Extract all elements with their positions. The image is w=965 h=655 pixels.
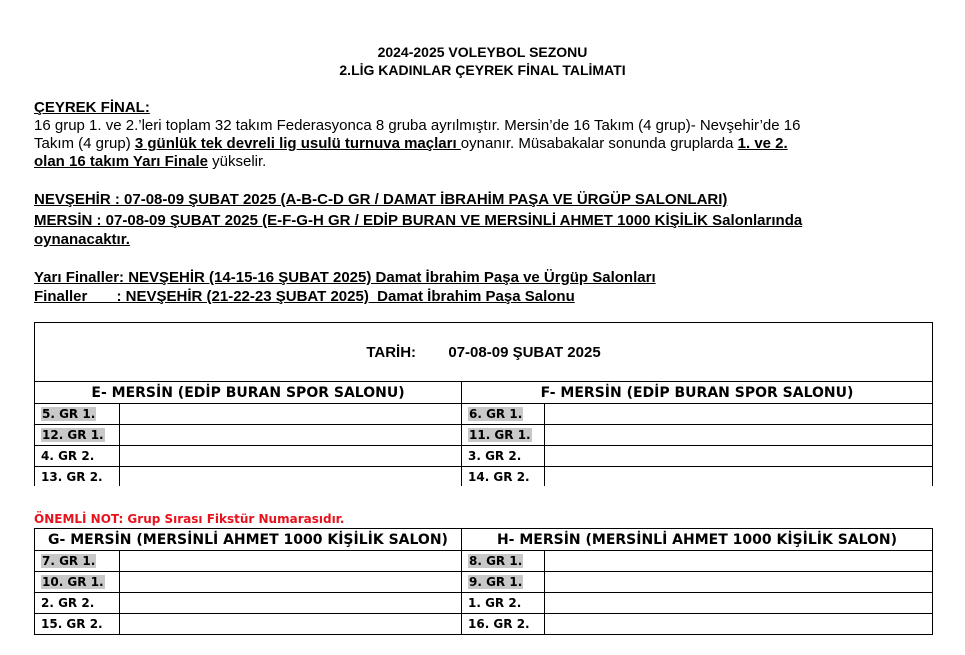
date-row <box>35 323 933 382</box>
finals-info: Finaller : NEVŞEHİR (21-22-23 ŞUBAT 2025) Damat İbrahim Paşa Salonu <box>34 288 575 305</box>
quarter-final-paragraph-line2 <box>34 135 788 153</box>
group-e-header: E- MERSİN (EDİP BURAN SPOR SALONU) <box>35 382 462 404</box>
table-row <box>35 593 933 614</box>
team-slot: 7. GR 1. <box>35 551 120 572</box>
team-slot: 15. GR 2. <box>35 614 120 635</box>
team-name-cell <box>545 593 933 614</box>
schedule-table-ef <box>34 322 933 488</box>
quarter-final-paragraph-line3 <box>34 153 266 171</box>
team-name-cell <box>120 404 462 425</box>
quarter-final-paragraph-line1: 16 grup 1. ve 2.’leri toplam 32 takım Federasyonca 8 gruba ayrılmıştır. Mersin’de 16 Takım (4 grup)- Nevşehir’de 16 <box>34 117 801 134</box>
team-name-cell <box>545 404 933 425</box>
team-name-cell <box>120 551 462 572</box>
table-row <box>35 614 933 635</box>
doc-title-line2: 2.LİG KADINLAR ÇEYREK FİNAL TALİMATI <box>339 62 626 78</box>
team-name-cell <box>120 572 462 593</box>
team-name-cell <box>545 572 933 593</box>
page-break-mask <box>30 486 940 490</box>
venue-nevsehir: NEVŞEHİR : 07-08-09 ŞUBAT 2025 (A-B-C-D GR / DAMAT İBRAHİM PAŞA VE ÜRGÜP SALONLARI) <box>34 191 728 208</box>
para-text: Takım (4 grup) <box>34 135 135 152</box>
doc-title-line1: 2024-2025 VOLEYBOL SEZONU <box>377 44 588 60</box>
team-name-cell <box>545 425 933 446</box>
team-name-cell <box>545 446 933 467</box>
team-name-cell <box>120 425 462 446</box>
team-slot: 10. GR 1. <box>35 572 120 593</box>
format-highlight: 3 günlük tek devreli lig usulü turnuva maçları <box>134 135 461 152</box>
advance-highlight: olan 16 takım Yarı Finale <box>34 153 208 170</box>
quarter-final-heading: ÇEYREK FİNAL: <box>34 99 150 116</box>
team-name-cell <box>545 551 933 572</box>
date-value: 07-08-09 ŞUBAT 2025 <box>448 343 601 361</box>
table-row <box>35 572 933 593</box>
table-row <box>35 446 933 467</box>
team-name-cell <box>120 467 462 488</box>
team-slot: 2. GR 2. <box>35 593 120 614</box>
date-label: TARİH: <box>366 343 417 361</box>
table-row <box>35 467 933 488</box>
group-f-header: F- MERSİN (EDİP BURAN SPOR SALONU) <box>462 382 933 404</box>
table-row <box>35 404 933 425</box>
team-slot: 9. GR 1. <box>462 572 545 593</box>
team-slot: 1. GR 2. <box>462 593 545 614</box>
team-slot: 6. GR 1. <box>462 404 545 425</box>
table-row <box>35 551 933 572</box>
semi-finals-info: Yarı Finaller: NEVŞEHİR (14-15-16 ŞUBAT 2025) Damat İbrahim Paşa ve Ürgüp Salonları <box>34 269 656 286</box>
important-note: ÖNEMLİ NOT: Grup Sırası Fikstür Numarasıdır. <box>34 512 345 526</box>
schedule-table-gh <box>34 528 933 635</box>
team-slot: 12. GR 1. <box>35 425 120 446</box>
para-text: yükselir. <box>207 153 267 170</box>
team-slot: 14. GR 2. <box>462 467 545 488</box>
team-name-cell <box>120 446 462 467</box>
venue-mersin-line2: oynanacaktır. <box>34 231 130 248</box>
team-name-cell <box>545 467 933 488</box>
team-name-cell <box>545 614 933 635</box>
team-slot: 3. GR 2. <box>462 446 545 467</box>
group-h-header: H- MERSİN (MERSİNLİ AHMET 1000 KİŞİLİK SALON) <box>462 529 933 551</box>
team-slot: 4. GR 2. <box>35 446 120 467</box>
qualify-highlight: 1. ve 2. <box>737 135 788 152</box>
team-slot: 13. GR 2. <box>35 467 120 488</box>
team-slot: 16. GR 2. <box>462 614 545 635</box>
venue-mersin-line1: MERSİN : 07-08-09 ŞUBAT 2025 (E-F-G-H GR / EDİP BURAN VE MERSİNLİ AHMET 1000 KİŞİLİK Salonlarında <box>34 212 803 229</box>
team-slot: 8. GR 1. <box>462 551 545 572</box>
team-name-cell <box>120 614 462 635</box>
team-slot: 5. GR 1. <box>35 404 120 425</box>
group-g-header: G- MERSİN (MERSİNLİ AHMET 1000 KİŞİLİK SALON) <box>35 529 462 551</box>
para-text: oynanır. Müsabakalar sonunda gruplarda <box>460 135 738 152</box>
team-name-cell <box>120 593 462 614</box>
team-slot: 11. GR 1. <box>462 425 545 446</box>
table-row <box>35 425 933 446</box>
